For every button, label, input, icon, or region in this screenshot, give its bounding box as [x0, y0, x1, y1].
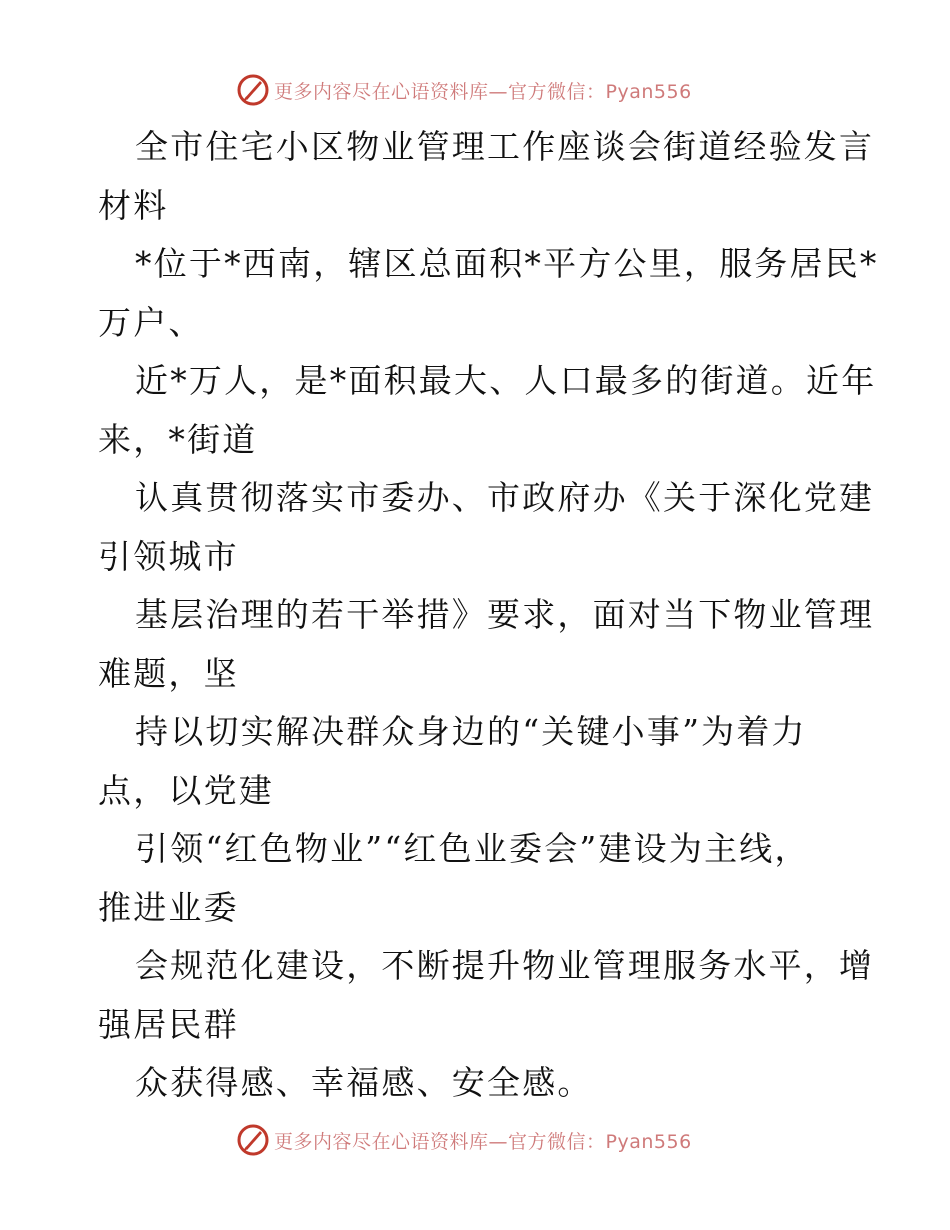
header-watermark-text: 更多内容尽在心语资料库—官方微信：Pyan556	[274, 80, 692, 103]
text-line: *位于*西南，辖区总面积*平方公里，服务居民*	[135, 244, 879, 283]
text-line: 万户、	[98, 302, 204, 342]
quill-logo-icon	[236, 1123, 270, 1157]
footer-watermark	[236, 1122, 692, 1158]
paragraph-2	[98, 235, 879, 352]
text-line: 引领城市	[98, 536, 239, 576]
footer-watermark-text: 更多内容尽在心语资料库—官方微信：Pyan556	[274, 1130, 692, 1153]
text-line: 点，以党建	[98, 770, 274, 810]
paragraph-7	[98, 820, 858, 937]
text-line: 来，*街道	[98, 419, 258, 459]
paragraph-9	[98, 1054, 858, 1113]
text-line: 会规范化建设，不断提升物业管理服务水平，增	[135, 946, 875, 985]
text-line: 众获得感、幸福感、安全感。	[135, 1063, 593, 1102]
paragraph-8	[98, 937, 875, 1054]
text-line: 难题，坚	[98, 653, 239, 693]
text-line: 认真贯彻落实市委办、市政府办《关于深化党建	[135, 478, 875, 517]
text-line: 全市住宅小区物业管理工作座谈会街道经验发言	[135, 127, 875, 166]
text-line: 强居民群	[98, 1004, 239, 1044]
text-line: 持以切实解决群众身边的“关键小事”为着力	[135, 712, 807, 751]
text-line: 引领“红色物业”“红色业委会”建设为主线，	[135, 829, 810, 868]
quill-logo-icon	[236, 73, 270, 107]
paragraph-3	[98, 352, 877, 469]
text-line: 材料	[98, 185, 169, 225]
header-watermark	[236, 72, 692, 108]
text-line: 推进业委	[98, 887, 239, 927]
paragraph-5	[98, 586, 875, 703]
paragraph-1	[98, 118, 875, 235]
paragraph-6	[98, 703, 858, 820]
paragraph-4	[98, 469, 875, 586]
text-line: 基层治理的若干举措》要求，面对当下物业管理	[135, 595, 875, 634]
text-line: 近*万人，是*面积最大、人口最多的街道。近年	[135, 361, 877, 400]
document-body	[98, 118, 879, 1113]
